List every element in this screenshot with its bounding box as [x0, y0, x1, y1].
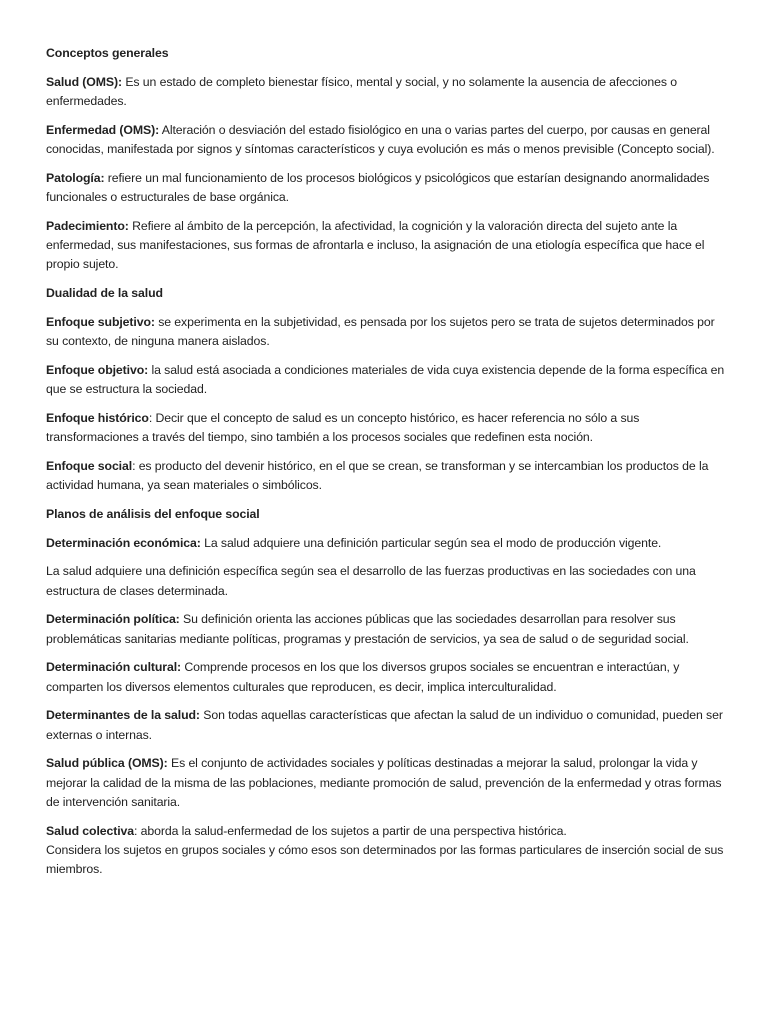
section-heading-planos: Planos de análisis del enfoque social	[46, 506, 260, 521]
term-determinantes-salud: Determinantes de la salud:	[46, 708, 200, 723]
term-enfoque-historico: Enfoque histórico	[46, 410, 149, 425]
term-salud-publica: Salud pública (OMS):	[46, 756, 168, 771]
definition-enfoque-objetivo: la salud está asociada a condiciones materiales de vida cuya existencia depende de la forma específica en que se estructura la sociedad.	[46, 362, 725, 396]
paragraph-salud-colectiva	[46, 822, 730, 880]
definition-padecimiento: Refiere al ámbito de la percepción, la afectividad, la cognición y la valoración directa del sujeto ante la enfermedad, sus manifestaciones, sus formas de afrontarla e incluso, la asignación de una etiología específica que hace el propio sujeto.	[46, 218, 705, 272]
definition-patologia: refiere un mal funcionamiento de los procesos biológicos y psicológicos que estarían designando anormalidades funcionales o estructurales de base orgánica.	[46, 170, 710, 204]
paragraph-salud-publica	[46, 754, 730, 812]
section-heading-dualidad: Dualidad de la salud	[46, 286, 163, 300]
document-page	[46, 44, 730, 889]
section-heading-conceptos: Conceptos generales	[46, 46, 169, 60]
paragraph-padecimiento	[46, 217, 730, 275]
definition-determinacion-economica: La salud adquiere una definición particular según sea el modo de producción vigente.	[200, 535, 662, 550]
definition-salud: Es un estado de completo bienestar físico, mental y social, y no solamente la ausencia de afecciones o enfermedades.	[46, 74, 677, 108]
definition-enfermedad: Alteración o desviación del estado fisiológico en una o varias partes del cuerpo, por causas en general conocidas, manifestada por signos y síntomas característicos y cuya evolución es más o menos previsible (Concepto social).	[46, 122, 715, 156]
paragraph-enfoque-objetivo	[46, 361, 730, 399]
term-enfoque-objetivo: Enfoque objetivo:	[46, 362, 149, 377]
term-padecimiento: Padecimiento:	[46, 218, 129, 233]
term-determinacion-cultural: Determinación cultural:	[46, 660, 182, 675]
paragraph-enfermedad	[46, 121, 730, 159]
term-salud-colectiva: Salud colectiva	[46, 823, 135, 838]
definition-determinacion-politica: Su definición orienta las acciones públicas que las sociedades desarrollan para resolver sus problemáticas sanitarias mediante políticas, programas y prestación de servicios, ya sea de salud o de seguridad social.	[46, 612, 689, 646]
definition-enfoque-social: : es producto del devenir histórico, en el que se crean, se transforman y se intercambian los productos de la actividad humana, ya sean materiales o simbólicos.	[46, 458, 709, 492]
definition-salud-colectiva-continued: Considera los sujetos en grupos sociales y cómo esos son determinados por las formas particulares de inserción social de sus miembros.	[46, 842, 724, 876]
definition-enfoque-historico: : Decir que el concepto de salud es un concepto histórico, es hacer referencia no sólo a sus transformaciones a través del tiempo, sino también a los procesos sociales que redefinen esta noción.	[46, 410, 640, 444]
paragraph-determinacion-economica	[46, 534, 730, 553]
term-determinacion-economica: Determinación económica:	[46, 535, 201, 550]
term-patologia: Patología:	[46, 170, 105, 185]
term-enfermedad: Enfermedad (OMS):	[46, 122, 160, 137]
paragraph-salud	[46, 73, 730, 111]
paragraph-enfoque-social	[46, 457, 730, 495]
paragraph-patologia	[46, 169, 730, 207]
term-salud: Salud (OMS):	[46, 74, 122, 89]
term-enfoque-subjetivo: Enfoque subjetivo:	[46, 314, 155, 329]
paragraph-fuerzas-productivas: La salud adquiere una definición específica según sea el desarrollo de las fuerzas productivas en las sociedades con una estructura de clases determinada.	[46, 564, 696, 598]
paragraph-enfoque-subjetivo	[46, 313, 730, 351]
definition-determinacion-cultural: Comprende procesos en los que los diversos grupos sociales se encuentran e interactúan, y comparten los diversos elementos culturales que reproducen, es decir, implica interculturalidad.	[46, 660, 680, 694]
term-enfoque-social: Enfoque social	[46, 458, 133, 473]
paragraph-enfoque-historico	[46, 409, 730, 447]
paragraph-determinacion-politica	[46, 610, 730, 648]
definition-determinantes-salud: Son todas aquellas características que afectan la salud de un individuo o comunidad, pueden ser externas o internas.	[46, 708, 723, 742]
paragraph-determinacion-cultural	[46, 658, 730, 696]
definition-salud-colectiva: : aborda la salud-enfermedad de los sujetos a partir de una perspectiva histórica.	[134, 823, 567, 838]
definition-salud-publica: Es el conjunto de actividades sociales y políticas destinadas a mejorar la salud, prolongar la vida y mejorar la calidad de la misma de las poblaciones, mediante promoción de salud, prevención de la enfermedad y otras formas de intervención sanitaria.	[46, 756, 722, 809]
paragraph-determinantes-salud	[46, 706, 730, 744]
definition-enfoque-subjetivo: se experimenta en la subjetividad, es pensada por los sujetos pero se trata de sujetos determinados por su contexto, de ninguna manera aislados.	[46, 314, 715, 348]
term-determinacion-politica: Determinación política:	[46, 612, 180, 627]
